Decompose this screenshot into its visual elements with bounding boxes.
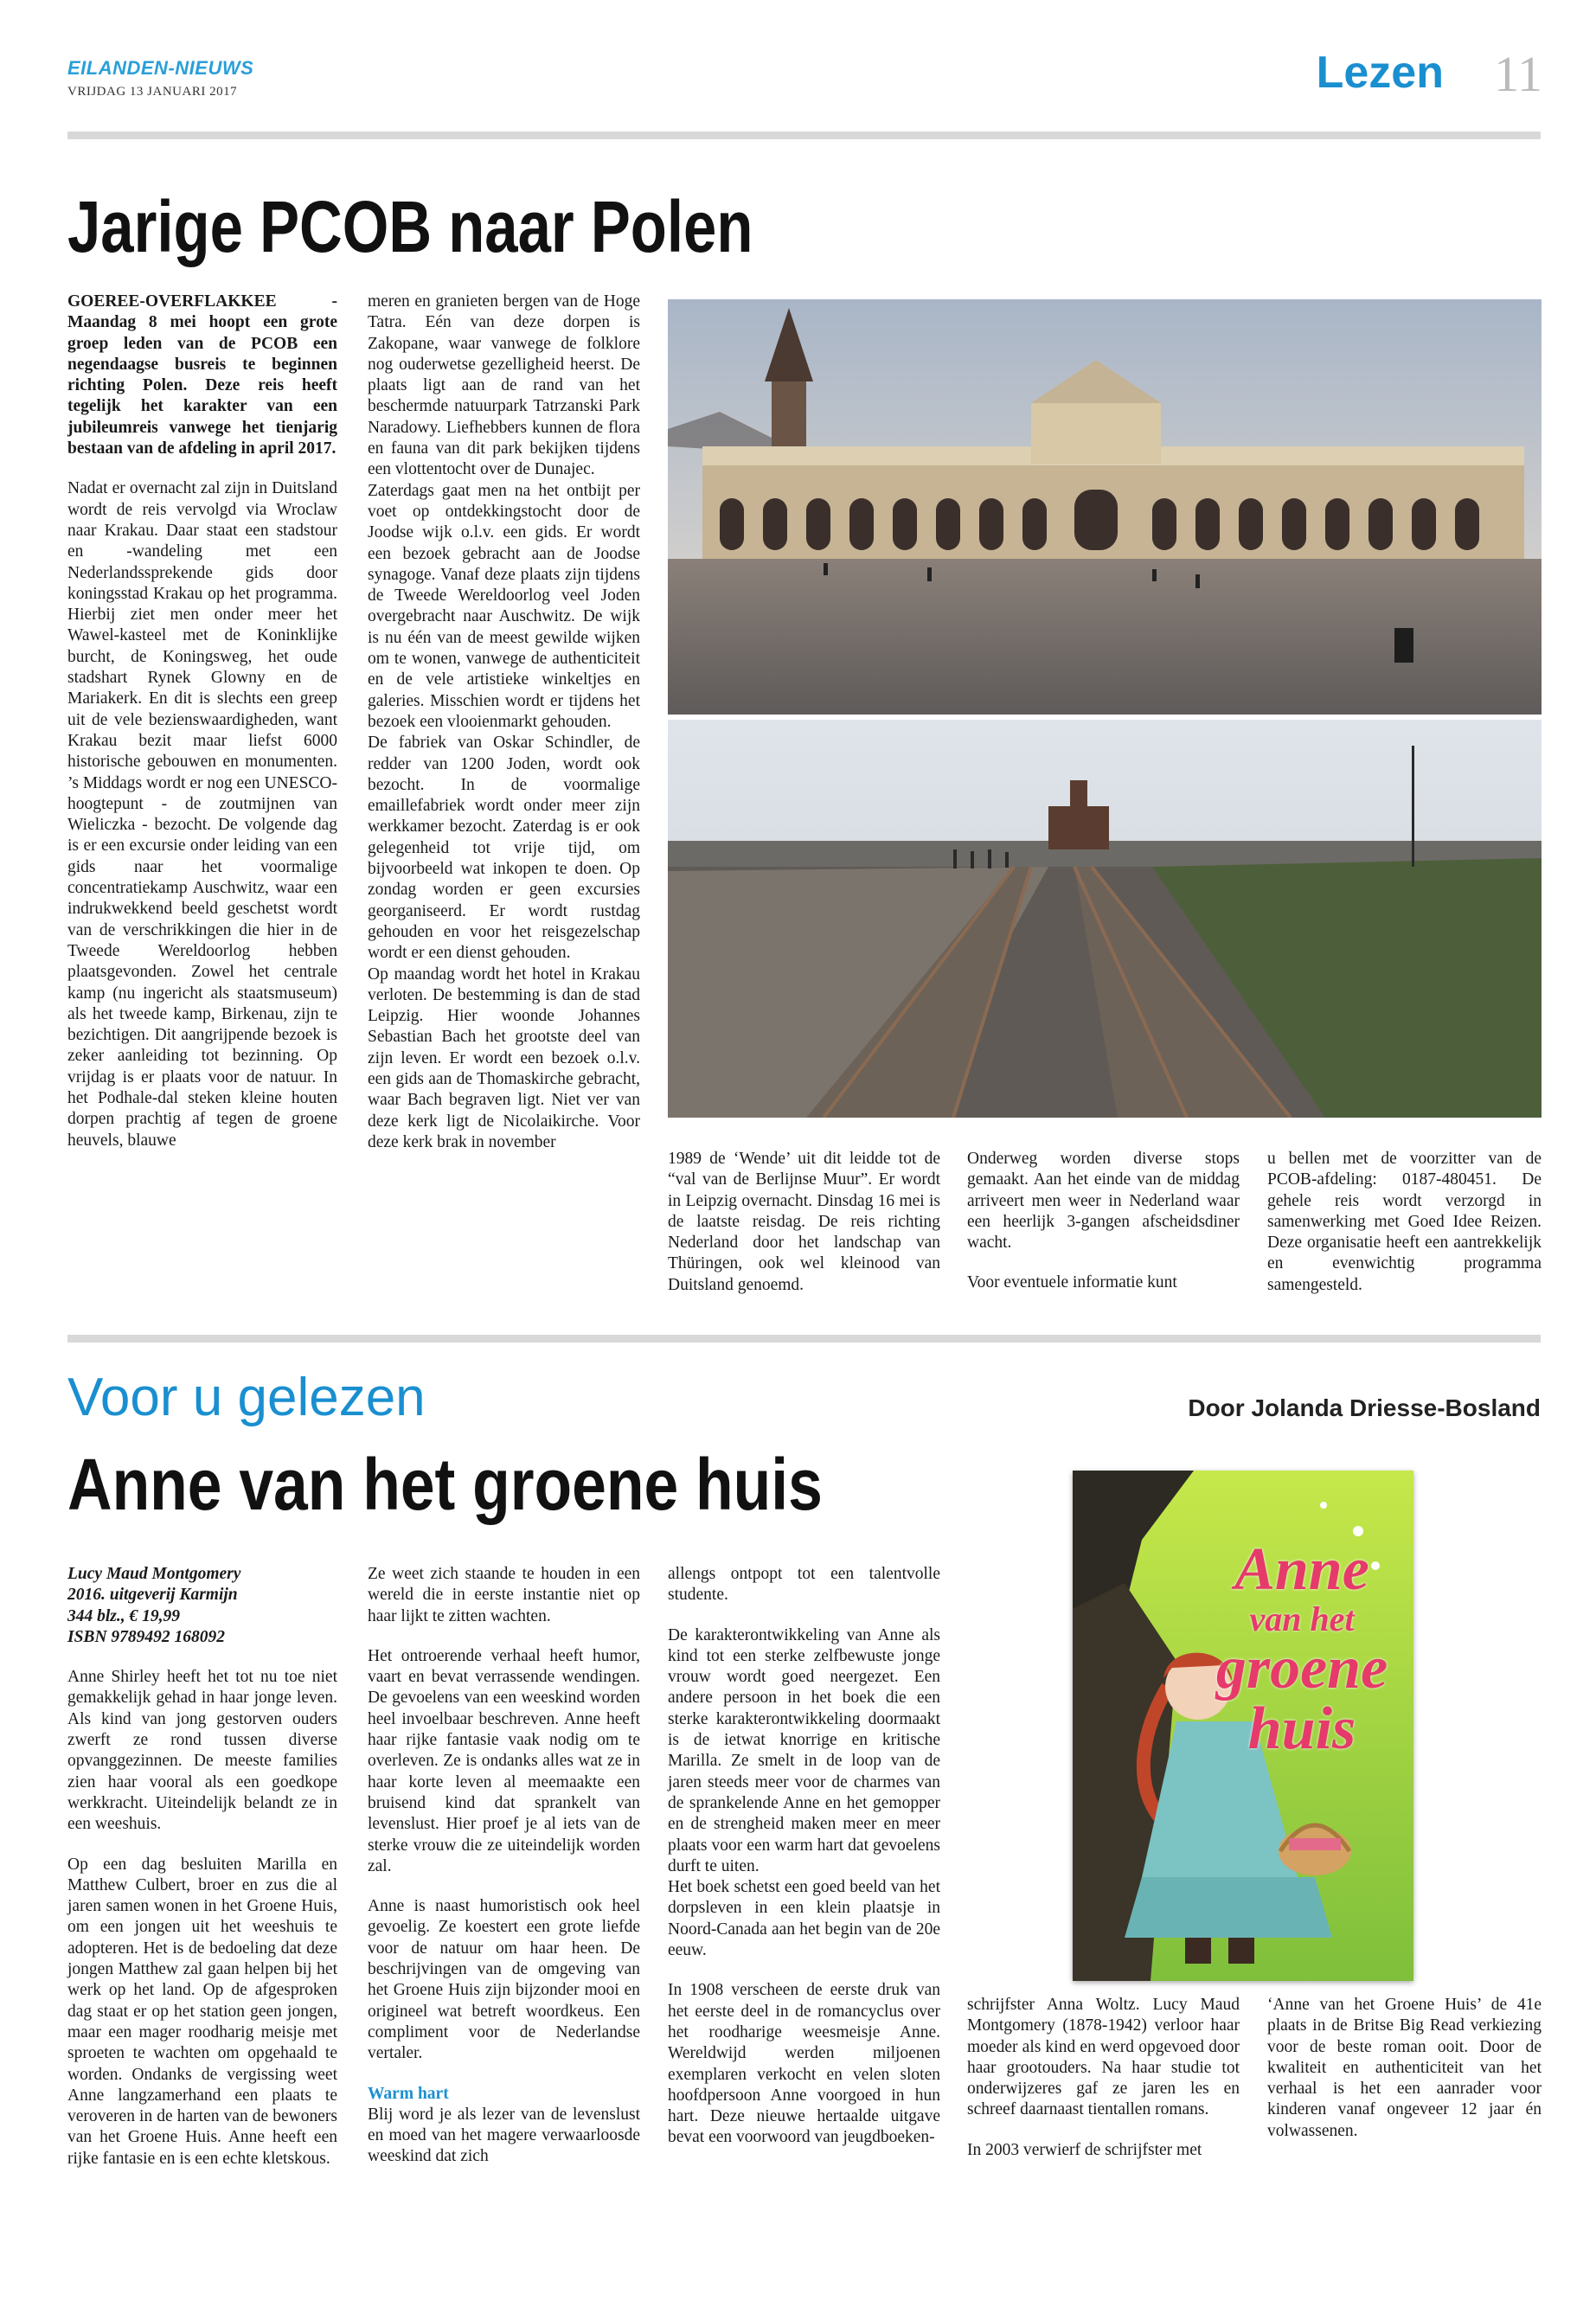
book-cover-title-line: Anne	[1234, 1536, 1369, 1603]
article1-column-3	[668, 1149, 940, 1296]
article1-body: Nadat er overnacht zal zijn in Duitsland wordt de reis vervolgd via Wroclaw naar Krakau. Daar staat een stadstour en -wandeling met een Nederlandssprekende gids door koningsstad Krakau op het programma. Hierbij ziet men onder meer het Wawel-kasteel met de Koninklijke burcht, de Koningsweg, het oude stadshart Rynek Glowny en de Mariakerk. En dit is slechts een greep uit de vele bezienswaardigheden, want Krakau bezit maar liefst 6000 historische gebouwen en monumenten. ’s Middags wordt er nog een UNESCO-hoogtepunt - de zoutmijnen van Wieliczka - bezocht. De volgende dag is er een excursie onder leiding van een gids naar het voormalige concentratiekamp Auschwitz, waar een indrukwekkend beeld geschetst wordt van de verschrikkingen die hier in de Tweede Wereldoorlog hebben plaatsgevonden. Zowel het centrale kamp (nu ingericht als staatsmuseum) als het tweede kamp, Birkenau, zijn te bezichtigen. Dit aangrijpende bezoek is zeker aanleiding tot bezinning. Op vrijdag is er plaats voor de natuur. In het Podhale-dal steken kleine houten dorpen prachtig af tegen de groene heuvels, blauwe	[67, 479, 337, 1150]
article1-column-1	[67, 292, 337, 1151]
review-paragraph: schrijfster Anna Woltz. Lucy Maud Montgomery (1878-1942) verloor haar moeder als kind en werd opgevoed door haar grootouders. Na haar studie tot onderwijzeres gaf ze jaren les en schreef daarnaast tientallen romans.	[967, 1996, 1240, 2119]
krakow-cloth-hall-photo	[668, 299, 1542, 715]
article1-paragraph: Onderweg worden diverse stops gemaakt. Aan het einde van de middag arriveert men weer in Nederland waar een heerlijk 3-gangen afscheidsdiner wacht.	[967, 1150, 1240, 1253]
review-headline: Anne van het groene huis	[67, 1444, 823, 1525]
book-cover-title-line: groene	[1215, 1635, 1388, 1702]
review-paragraph: Anne Shirley heeft het tot nu toe niet gemakkelijk gehad in haar jonge leven. Als kind van jong gestorven ouders zwerft ze rond tussen diverse opvanggezinnen. De meeste families zien haar vooral als een goedkope werkkracht. Uiteindelijk belandt ze in een weeshuis.	[67, 1668, 337, 1834]
review-paragraph: ‘Anne van het Groene Huis’ de 41e plaats in de Britse Big Read verkiezing voor de beste roman ooit. Door de kwaliteit en authenticiteit van het verhaal is het een aanrader voor kinderen vanaf ongeveer 12 jaar én volwassenen.	[1267, 1996, 1542, 2140]
section-title: Lezen	[1316, 48, 1444, 98]
review-column-3	[668, 1564, 940, 2149]
article-divider	[67, 1335, 1541, 1343]
krakow-photo-graphic	[668, 299, 1542, 715]
birkenau-railway-photo	[668, 720, 1542, 1118]
page-number: 11	[1494, 46, 1542, 102]
article1-lead: GOEREE-OVERFLAKKEE - Maandag 8 mei hoopt een grote groep leden van de PCOB een negendaagse busreis te beginnen richting Polen. Deze reis heeft tegelijk het karakter van een jubileumreis vanwege het tienjarig bestaan van de afdeling in april 2017.	[67, 292, 337, 458]
article1-paragraph: 1989 de ‘Wende’ uit dit leidde tot de “val van de Berlijnse Muur”. Er wordt in Leipzig overnacht. Dinsdag 16 mei is de laatste reisdag. De reis richting Nederland door het landschap van Thüringen, ook wel kleinood van Duitsland genoemd.	[668, 1150, 940, 1294]
review-paragraph: Blij word je als lezer van de levenslust en moed van het magere verwaarloosde weeskind dat zich	[368, 2105, 640, 2166]
newspaper-logo: EILANDEN-NIEUWS	[67, 57, 254, 79]
book-cover-title-line: huis	[1247, 1695, 1356, 1762]
review-paragraph: Op een dag besluiten Marilla en Matthew Culbert, broer en zus die al jaren samen wonen in het Groene Huis, om een jongen uit het weeshuis te adopteren. Het is de bedoeling dat deze jongen Matthew zal gaan helpen bij het werk op het land. Op de afgesproken dag staat er op het station geen jongen, maar een mager roodharig meisje met sproeten te wachten om opgehaald te worden. Ondanks de vergissing weet Anne langzamerhand een plaats te veroveren in de harten van de bewoners van het Groene Huis. Anne heeft een rijke fantasie en is een echte kletskous.	[67, 1855, 337, 2168]
book-publisher: 2016. uitgeverij Karmijn	[67, 1586, 238, 1605]
book-cover	[1073, 1471, 1413, 1981]
article1-paragraph: Voor eventuele informatie kunt	[967, 1273, 1177, 1292]
review-paragraph: In 2003 verwierf de schrijfster met	[967, 2140, 1202, 2159]
article-headline: Jarige PCOB naar Polen	[67, 186, 753, 267]
book-author: Lucy Maud Montgomery	[67, 1565, 241, 1583]
review-column-2	[368, 1564, 640, 2168]
review-paragraph: In 1908 verscheen de eerste druk van het eerste deel in de romancyclus over het roodharige weesmeisje Anne. Wereldwijd werden miljoenen exemplaren verkocht en velen sloten hoofdpersoon Anne voorgoed in hun hart. Deze nieuwe hertaalde uitgave bevat een voorwoord van jeugdboeken-	[668, 1981, 940, 2147]
review-paragraph: Anne is naast humoristisch ook heel gevoelig. Ze koestert een grote liefde voor de natuur om haar heen. De beschrijvingen van de omgeving van het Groene Huis zijn bijzonder mooi en origineel wat betreft woordkeus. Een compliment voor de Nederlandse vertaler.	[368, 1897, 640, 2063]
article1-paragraph: meren en granieten bergen van de Hoge Tatra. Eén van deze dorpen is Zakopane, waar vanwege de folklore nog ouderwetse gezelligheid heerst. De plaats ligt aan de rand van het beschermde natuurpark Tatrzanski Park Naradowy. Liefhebbers kunnen de flora en fauna van dit park bekijken tijdens een vlottentocht over de Dunajec.	[368, 292, 640, 479]
book-cover-title-line: van het	[1249, 1599, 1355, 1638]
review-paragraph: allengs ontpopt tot een talentvolle studente.	[668, 1565, 940, 1605]
article1-column-2	[368, 292, 640, 1153]
header-rule	[67, 131, 1541, 139]
review-byline: Door Jolanda Driesse-Bosland	[1188, 1394, 1541, 1421]
review-paragraph: Het boek schetst een goed beeld van het dorpsleven in een klein plaatsje in Noord-Canada aan het begin van de 20e eeuw.	[668, 1878, 940, 1960]
article1-paragraph: Op maandag wordt het hotel in Krakau verloten. De bestemming is dan de stad Leipzig. Hier woonde Johannes Sebastian Bach het grootste deel van zijn leven. Er wordt een bezoek o.l.v. een gids aan de Thomaskirche gebracht, waar Bach begraven ligt. Niet ver van deze kerk ligt de Nicolaikirche. Voor deze kerk brak in november	[368, 965, 640, 1151]
review-paragraph: Ze weet zich staande te houden in een wereld die in eerste instantie niet op haar lijkt te zitten wachten.	[368, 1565, 640, 1625]
review-column-4	[967, 1995, 1240, 2161]
article1-column-5	[1267, 1149, 1542, 1296]
article1-paragraph: u bellen met de voorzitter van de PCOB-afdeling: 0187-480451. De gehele reis wordt verzorgd in samenwerking met Goed Idee Reizen. Deze organisatie heeft een aantrekkelijk en evenwichtig programma samengesteld.	[1267, 1150, 1542, 1294]
article1-paragraph: De fabriek van Oskar Schindler, de redder van 1200 Joden, wordt ook bezocht. In de voormalige emaillefabriek wordt onder meer zijn werkkamer bezocht. Zaterdag is er ook gelegenheid tot vrije tijd, om bijvoorbeeld wat inkopen te doen. Op zondag worden er geen excursies georganiseerd. Er wordt rustdag gehouden en voor het reisgezelschap wordt er een dienst gehouden.	[368, 734, 640, 963]
review-kicker: Voor u gelezen	[67, 1368, 426, 1427]
review-column-5	[1267, 1995, 1542, 2142]
article1-column-4	[967, 1149, 1240, 1294]
review-paragraph: Het ontroerende verhaal heeft humor, vaart en bevat verrassende wendingen. De gevoelens van een weeskind worden heel invoelbaar beschreven. Anne heeft haar rijke fantasie vaak nodig om te overleven. Ze is ondanks alles wat ze in haar korte leven al meemaakte een bruisend kind dat sprankelt van levenslust. Hier proef je al iets van de sterke vrouw die ze uiteindelijk worden zal.	[368, 1646, 640, 1875]
book-cover-title	[1202, 1536, 1401, 1762]
review-paragraph: De karakterontwikkeling van Anne als kind tot een sterke zelfbewuste jonge vrouw wordt goed neergezet. Een andere persoon in het boek die een sterke karakterontwikkeling doormaakt is de ietwat knorrige en kritische Marilla. Ze smelt in de loop van de jaren steeds meer voor de charmes van de sprankelende Anne en het gemopper en de strengheid maken meer en meer plaats voor een warm hart dat gevoelens durft te uiten.	[668, 1625, 940, 1875]
review-subhead: Warm hart	[368, 2084, 449, 2103]
article1-paragraph: Zaterdags gaat men na het ontbijt per voet op ontdekkingstocht door de Joodse wijk o.l.v. een gids. Er wordt een bezoek gebracht aan de Joodse synagoge. Vanaf deze plaats zijn tijdens de Tweede Wereldoorlog veel Joden overgebracht naar Auschwitz. De wijk is nu één van de meest gewilde wijken om te wonen, vanwege de authenticiteit en de vele artistieke winkeltjes en galeries. Misschien wordt er tijdens het bezoek een vlooienmarkt gehouden.	[368, 481, 640, 731]
book-isbn: ISBN 9789492 168092	[67, 1627, 226, 1646]
review-column-1	[67, 1564, 337, 2170]
railway-photo-graphic	[668, 720, 1542, 1118]
book-pages-price: 344 blz., € 19,99	[67, 1606, 181, 1625]
issue-date: VRIJDAG 13 JANUARI 2017	[67, 85, 238, 99]
